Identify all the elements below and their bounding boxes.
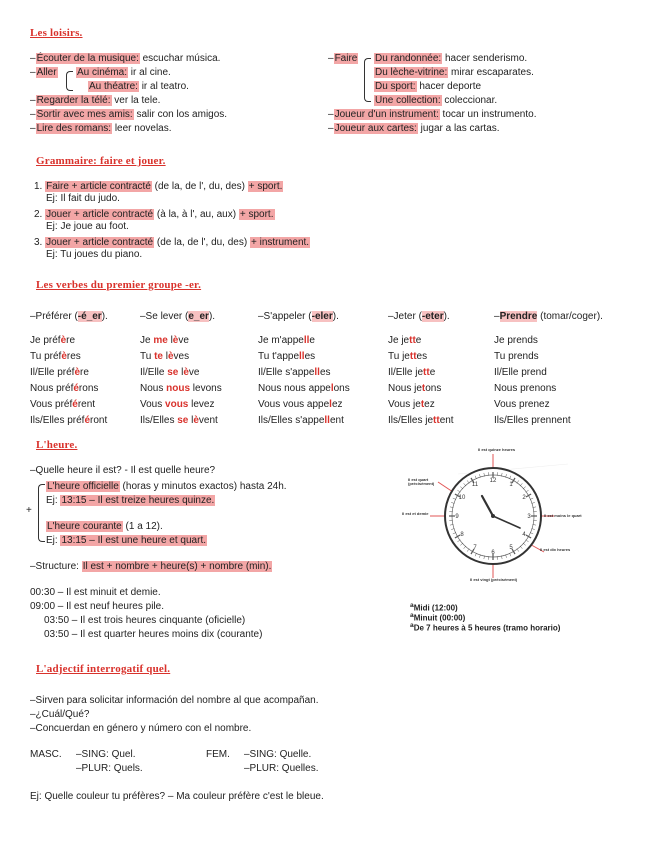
verb-form: Tu jettes [388,351,428,362]
loisir-sub-line: Une collection: coleccionar. [375,95,498,106]
verb-form: Il/Elle jette [388,367,436,378]
verb-form: Nous nous appelons [258,383,350,394]
adjectif-line: –Concuerdan en género y número con el nombre. [30,723,252,734]
loisir-line: –Joueur aux cartes: jugar a las cartas. [328,123,500,134]
heure-example-line: 09:00 – Il est neuf heures pile. [30,601,164,612]
section-title-heure: L'heure. [36,439,78,451]
verb-header: –S'appeler (-eler). [258,311,339,322]
verb-form: Il/Elle se lève [140,367,200,378]
loisir-sub-line: Au cinéma: ir al cine. [77,67,171,78]
svg-text:6: 6 [491,550,495,556]
fem-label: FEM. [206,749,230,760]
svg-text:9: 9 [455,514,459,520]
verb-form: Nous préférons [30,383,99,394]
verb-header: –Prendre (tomar/coger). [494,311,603,322]
verb-header: –Préférer (-é_er). [30,311,108,322]
verb-column-preferer [30,310,108,430]
loisir-line: –Aller [30,67,57,78]
loisir-sub-line: Du randonnée: hacer senderismo. [375,53,528,64]
section-title-adjectif: L'adjectif interrogatif quel. [36,663,171,675]
heure-example-line: 03:50 – Il est trois heures cinquante (oficielle) [44,615,246,626]
verb-header: –Jeter (-eter). [388,311,450,322]
adjectif-line: –¿Cuál/Qué? [30,709,90,720]
verb-form: Nous jetons [388,383,442,394]
verb-form: Il/Elle s'appelles [258,367,331,378]
clock-label: Il est dix heures [540,547,571,552]
masc-sing: –SING: Quel. [76,749,136,760]
loisir-sub-line: Au théatre: ir al teatro. [89,81,189,92]
verb-form: Ils/Elles s'appellent [258,415,344,426]
verb-form: Vous prenez [494,399,550,410]
verb-column-sappeler [258,310,350,430]
heure-example-line: 00:30 – Il est minuit et demie. [30,587,161,598]
svg-text:8: 8 [460,532,464,538]
verb-form: Il/Elle préfère [30,367,89,378]
loisir-sub-line: Du sport: hacer deporte [375,81,482,92]
grammar-rule: 3. Jouer + article contracté (de la, de l', du, des) + instrument. [34,237,310,248]
heure-question: –Quelle heure il est? - Il est quelle heure? [30,465,216,476]
clock-note: $^a$Minuit (00:00) [410,612,466,623]
adjectif-example: Ej: Quelle couleur tu préfères? – Ma couleur préfère c'est le bleue. [30,791,324,802]
clock-label: Il est moins le quart [544,513,582,518]
verb-form: Tu te lèves [140,351,190,362]
section-title-loisirs: Les loisirs. [30,27,83,39]
svg-text:4: 4 [522,532,526,538]
svg-text:2: 2 [522,495,526,501]
clock-diagram [398,444,588,594]
brace [38,484,45,542]
clock-label: Il est vingt (précisément) [470,577,518,582]
clock-label: Il est et demie [402,511,429,516]
loisir-line: –Sortir avec mes amis: salir con los amigos. [30,109,228,120]
masc-plur: –PLUR: Quels. [76,763,143,774]
plus-sign: + [26,505,32,516]
verb-form: Vous vous appelez [258,399,343,410]
clock-label: Il est quart (précisément) [408,477,435,487]
verb-form: Tu t'appelles [258,351,316,362]
loisir-line: –Écouter de la musique: escuchar música. [30,53,221,64]
heure-structure: –Structure: Il est + nombre + heure(s) + nombre (min). [30,561,272,572]
verb-column-jeter [388,310,454,430]
verb-form: Ils/Elles préféront [30,415,108,426]
verb-form: Je prends [494,335,538,346]
loisir-line: –Regarder la télé: ver la tele. [30,95,161,106]
grammar-rule: 2. Jouer + article contracté (à la, à l', au, aux) + sport. [34,209,274,220]
loisir-line: –Faire [328,53,358,64]
verb-column-se-lever [140,310,222,430]
svg-text:1: 1 [509,482,513,488]
svg-text:11: 11 [471,482,479,488]
verb-form: Je jette [388,335,422,346]
grammar-rule: 1. Faire + article contracté (de la, de l', du, des) + sport. [34,181,283,192]
verb-form: Je me lève [140,335,189,346]
heure-example: Ej: 13:15 – Il est une heure et quart. [46,535,206,546]
svg-text:10: 10 [458,495,466,501]
verb-form: Il/Elle prend [494,367,547,378]
loisir-line: –Lire des romans: leer novelas. [30,123,172,134]
loisir-sub-line: Du lèche-vitrine: mirar escaparates. [375,67,534,78]
fem-sing: –SING: Quelle. [244,749,312,760]
verb-form: Nous nous levons [140,383,222,394]
svg-text:12: 12 [489,478,497,484]
clock-label: Il est quinze heures [478,447,516,452]
verb-form: Tu préfères [30,351,81,362]
svg-text:3: 3 [527,514,531,520]
clock-note: $^a$Midi (12:00) [410,602,458,613]
brace [66,71,73,91]
verb-form: Vous vous levez [140,399,215,410]
loisir-line: –Joueur d'un instrument: tocar un instrumento. [328,109,537,120]
verb-form: Je m'appelle [258,335,315,346]
verb-form: Vous préférent [30,399,96,410]
heure-example-line: 03:50 – Il est quarter heures moins dix (courante) [44,629,263,640]
masc-label: MASC. [30,749,62,760]
verb-form: Vous jetez [388,399,435,410]
adjectif-line: –Sirven para solicitar información del nombre al que acompañan. [30,695,319,706]
fem-plur: –PLUR: Quelles. [244,763,319,774]
brace [364,58,371,102]
verb-form: Ils/Elles se lèvent [140,415,218,426]
verb-form: Tu prends [494,351,539,362]
svg-text:7: 7 [473,545,477,551]
svg-text:5: 5 [509,545,513,551]
grammar-example: Ej: Il fait du judo. [46,193,120,204]
verb-form: Ils/Elles prennent [494,415,571,426]
heure-officielle: L'heure officielle (horas y minutos exactos) hasta 24h. [47,481,287,492]
clock-note: $^a$De 7 heures à 5 heures (tramo horario) [410,622,561,633]
grammar-example: Ej: Je joue au foot. [46,221,129,232]
grammar-example: Ej: Tu joues du piano. [46,249,143,260]
section-title-verbes: Les verbes du premier groupe -er. [36,279,202,291]
heure-example: Ej: 13:15 – Il est treize heures quinze. [46,495,215,506]
verb-form: Je préfère [30,335,76,346]
section-title-grammaire: Grammaire: faire et jouer. [36,155,166,167]
verb-form: Ils/Elles jettent [388,415,454,426]
heure-courante: L'heure courante (1 a 12). [47,521,163,532]
verb-column-prendre [494,310,603,430]
verb-header: –Se lever (e_er). [140,311,216,322]
verb-form: Nous prenons [494,383,557,394]
clock-pointer-line [438,482,453,492]
